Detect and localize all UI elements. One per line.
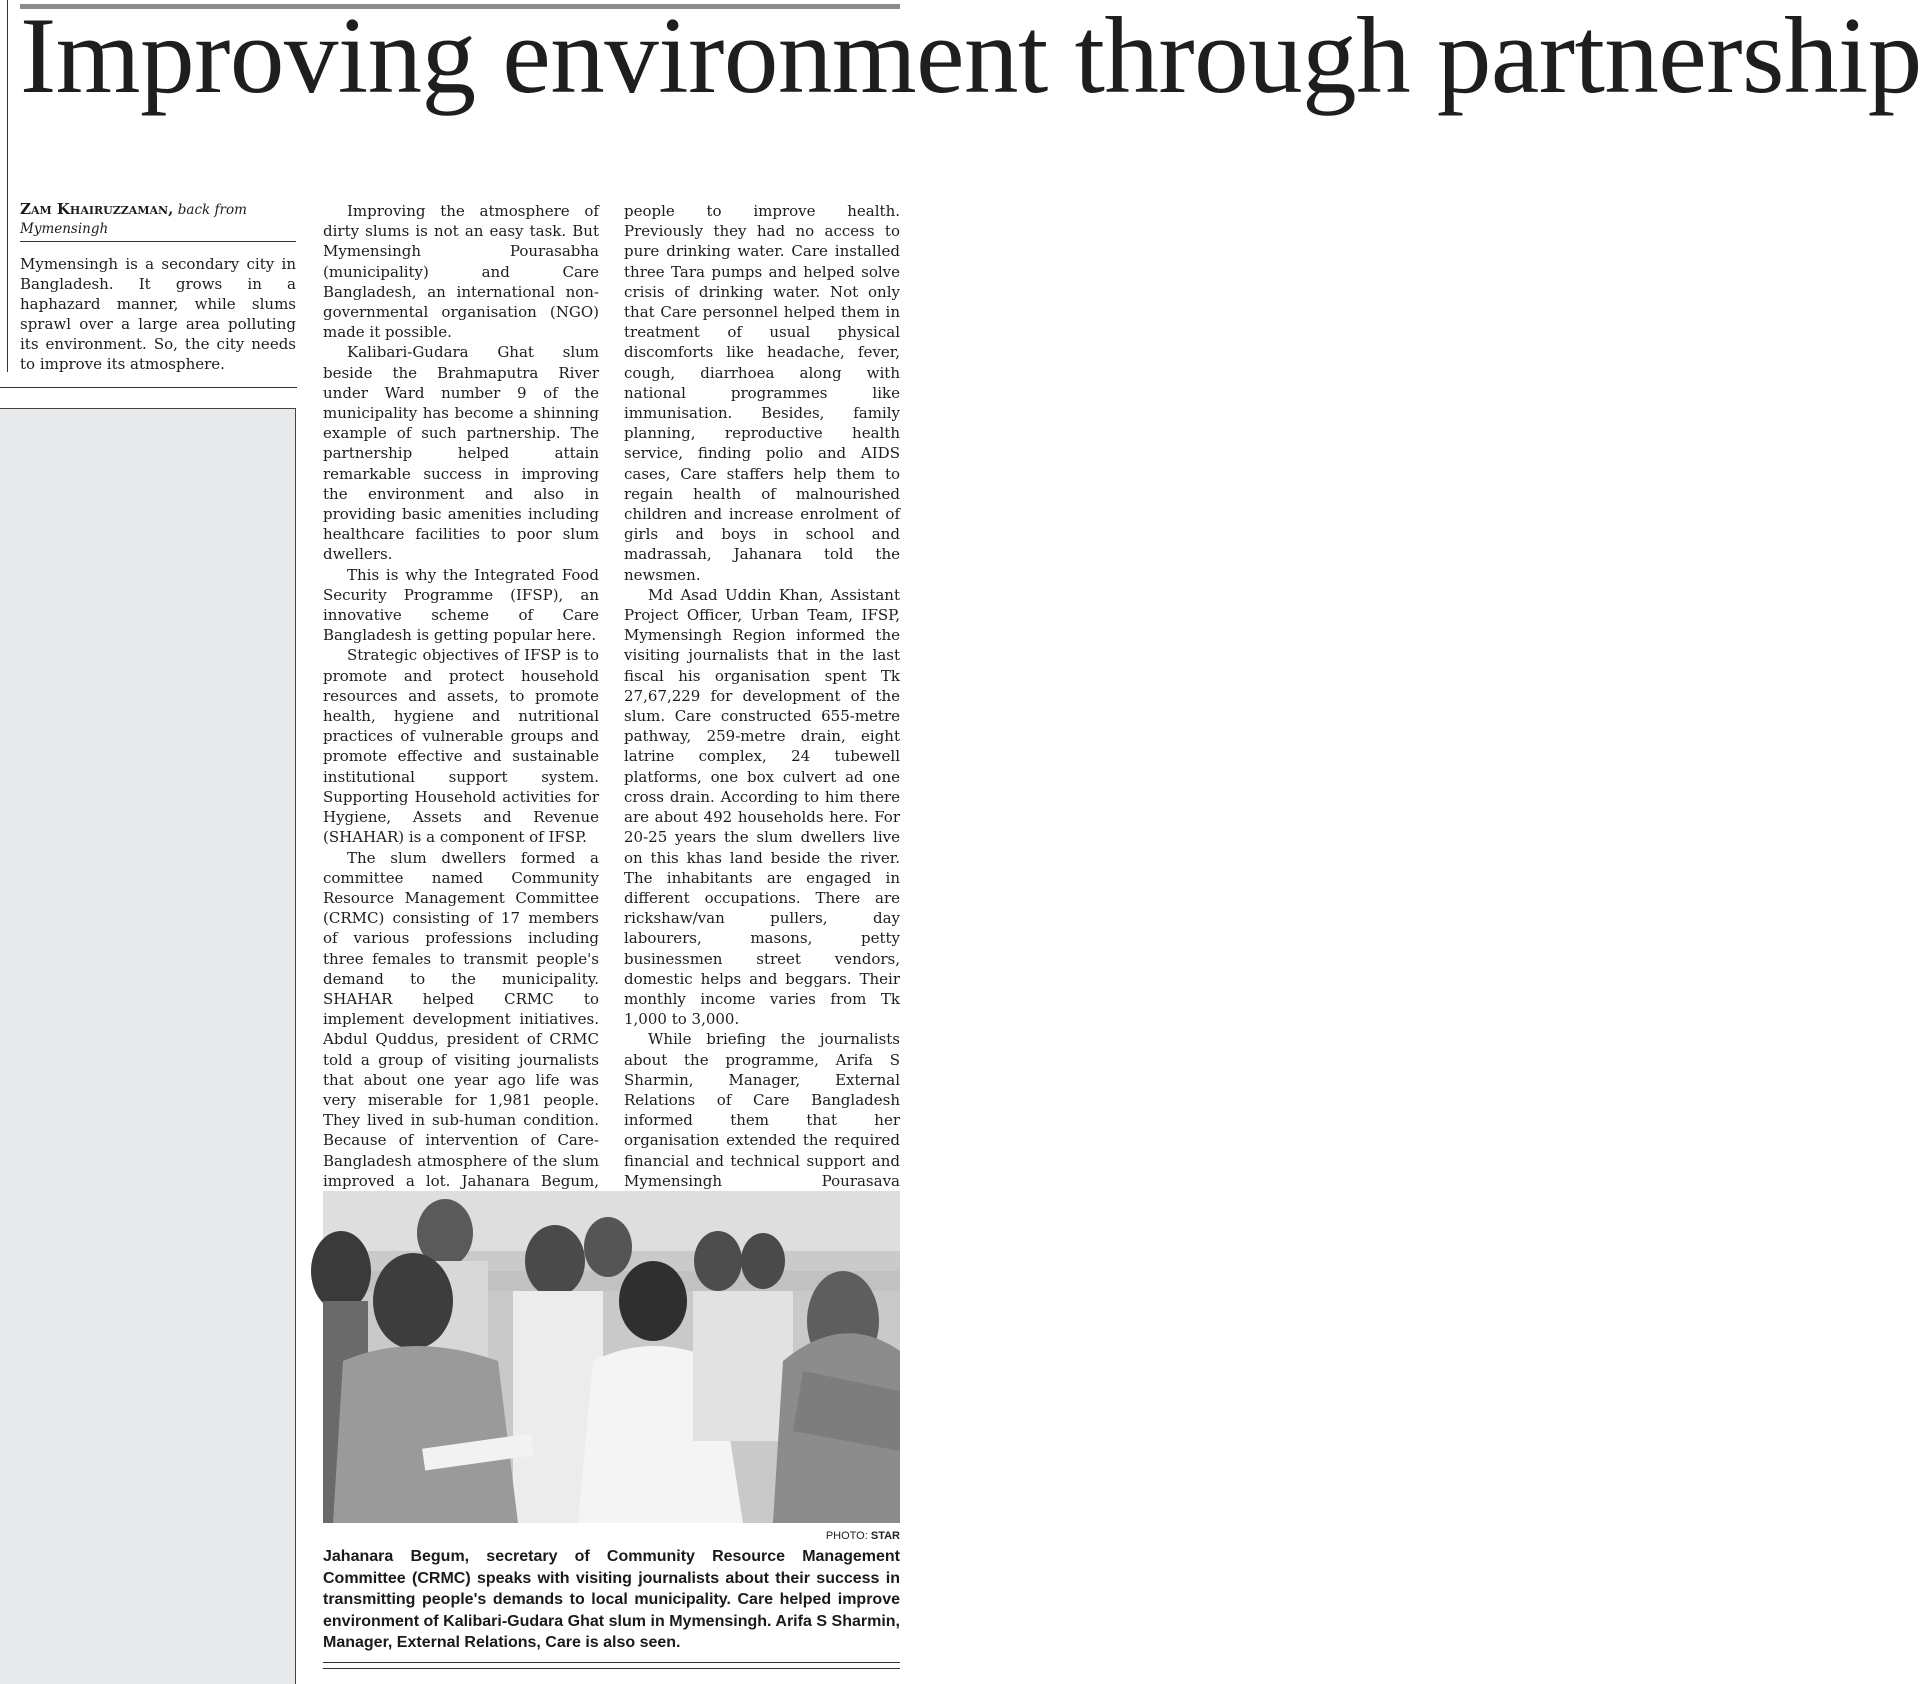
bottom-rule (323, 1668, 900, 1669)
paragraph: While briefing the journalists about the programme, Arifa S Sharmin, Manager, External Relations of Care Bangladesh informed them that her organisation extended the required financial and technical support and Mymensingh Pourasava (624, 1030, 900, 1190)
photo-credit-label: PHOTO: (825, 1530, 868, 1542)
intro-block (20, 254, 296, 374)
bottom-rule (323, 1662, 900, 1663)
intro-text: Mymensingh is a secondary city in Bangladesh. It grows in a haphazard manner, while slums sprawl over a large area polluting its environment. So, the city needs to improve its atmosphere. (20, 255, 296, 373)
byline-author: Zam Khairuzzaman, (20, 200, 174, 218)
article-column-2 (323, 201, 599, 1252)
photo-illustration (323, 1191, 900, 1523)
byline-divider (20, 241, 296, 242)
left-border-rule (7, 0, 8, 372)
paragraph: people to improve health. Previously they had no access to pure drinking water. Care installed three Tara pumps and helped solve crisis of drinking water. Not only that Care personnel helped them in treatment of usual physical discomforts like headache, fever, cough, diarrhoea along with national programmes like immunisation. Besides, family planning, reproductive health service, finding polio and AIDS cases, Care staffers help them to regain health of malnourished children and increase enrolment of girls and boys in school and madrassah, Jahanara told the newsmen. (624, 202, 900, 584)
paragraph: Strategic objectives of IFSP is to promote and protect household resources and assets, to promote health, hygiene and nutritional practices of vulnerable groups and promote effective and sustainable institutional support system. Supporting Household activities for Hygiene, Assets and Revenue (SHAHAR) is a component of IFSP. (323, 646, 599, 847)
headline: Improving environment through partnership (20, 0, 1922, 116)
paragraph: Md Asad Uddin Khan, Assistant Project Officer, Urban Team, IFSP, Mymensingh Region informed the visiting journalists that in the last fiscal his organisation spent Tk 27,67,229 for development of the slum. Care constructed 655-metre pathway, 259-metre drain, eight latrine complex, 24 tubewell platforms, one box culvert ad one cross drain. According to him there are about 492 households here. For 20-25 years the slum dwellers live on this khas land beside the river. The inhabitants are engaged in different occupations. There are rickshaw/van pullers, day labourers, masons, petty businessmen street vendors, domestic helps and beggars. Their monthly income varies from Tk 1,000 to 3,000. (624, 585, 900, 1029)
news-photo (323, 1191, 900, 1523)
paragraph: Improving the atmosphere of dirty slums is not an easy task. But Mymensingh Pourasabha (municipality) and Care Bangladesh, an international non-governmental organisation (NGO) made it possible. (323, 202, 599, 342)
byline (20, 200, 296, 239)
article-column-3 (624, 201, 900, 1292)
byline-location: back from Mymensingh (20, 202, 247, 237)
photo-caption: Jahanara Begum, secretary of Community Resource Management Committee (CRMC) speaks with visiting journalists about their success in transmitting people's demands to local municipality. Care helped improve environment of Kalibari-Gudara Ghat slum in Mymensingh. Arifa S Sharmin, Manager, External Relations, Care is also seen. (323, 1548, 900, 1651)
intro-divider (0, 387, 297, 388)
paragraph: This is why the Integrated Food Security Programme (IFSP), an innovative scheme of Care Bangladesh is getting popular here. (323, 565, 599, 645)
photo-credit (323, 1530, 900, 1542)
advertisement-space (0, 408, 296, 1684)
paragraph: The slum dwellers formed a committee named Community Resource Management Committee (CRMC) consisting of 17 members of various professions including three females to transmit people's demand to the municipality. SHAHAR helped CRMC to implement development initiatives. Abdul Quddus, president of CRMC told a group of visiting journalists that about one year ago life was very miserable for 1,981 people. They lived in sub-human condition. Because of intervention of Care-Bangladesh atmosphere of the slum improved a lot. Jahanara Begum, (323, 848, 599, 1190)
paragraph: Kalibari-Gudara Ghat slum beside the Brahmaputra River under Ward number 9 of the municipality has become a shinning example of such partnership. The partnership helped attain remarkable success in improving the environment and also in providing basic amenities including healthcare facilities to poor slum dwellers. (323, 343, 599, 564)
photo-credit-source: STAR (870, 1530, 900, 1542)
